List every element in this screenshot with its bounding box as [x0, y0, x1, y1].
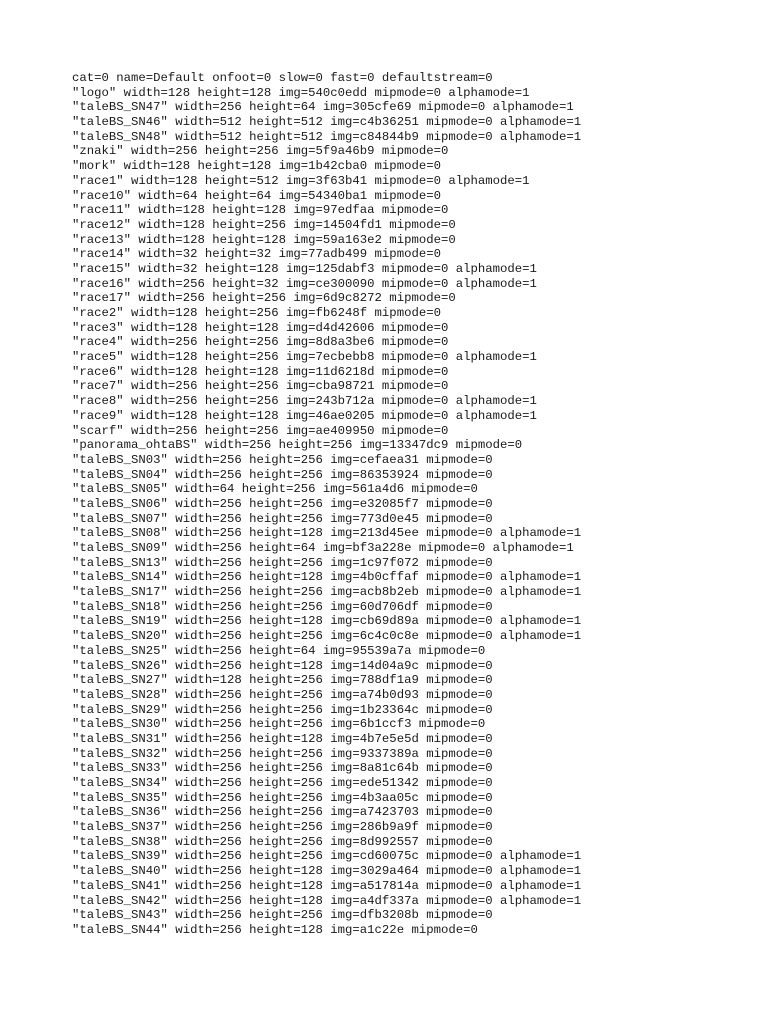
- entry-line: "taleBS_SN31" width=256 height=128 img=4b7e5e5d mipmode=0: [72, 731, 493, 746]
- entry-line: "taleBS_SN26" width=256 height=128 img=14d04a9c mipmode=0: [72, 658, 493, 673]
- entry-line: "race15" width=32 height=128 img=125dabf3 mipmode=0 alphamode=1: [72, 261, 537, 276]
- entry-line: "znaki" width=256 height=256 img=5f9a46b9 mipmode=0: [72, 144, 449, 159]
- entry-line: "race9" width=128 height=128 img=46ae0205 mipmode=0 alphamode=1: [72, 408, 537, 423]
- entry-line: "taleBS_SN34" width=256 height=256 img=ede51342 mipmode=0: [72, 776, 493, 790]
- entry-line: "taleBS_SN35" width=256 height=256 img=4b3aa05c mipmode=0: [72, 790, 493, 805]
- entry-line: "race3" width=128 height=128 img=d4d42606 mipmode=0: [72, 320, 449, 335]
- entry-line: "race16" width=256 height=32 img=ce300090 mipmode=0 alphamode=1: [72, 276, 537, 291]
- entry-line: "taleBS_SN05" width=64 height=256 img=561a4d6 mipmode=0: [72, 482, 478, 497]
- entry-line: "taleBS_SN27" width=128 height=256 img=788df1a9 mipmode=0: [72, 673, 493, 688]
- entry-line: "taleBS_SN17" width=256 height=256 img=acb8b2eb mipmode=0 alphamode=1: [72, 585, 582, 600]
- entry-line: "taleBS_SN19" width=256 height=128 img=cb69d89a mipmode=0 alphamode=1: [72, 614, 582, 629]
- entry-line: "taleBS_SN20" width=256 height=256 img=6c4c0c8e mipmode=0 alphamode=1: [72, 629, 582, 644]
- entry-line: "taleBS_SN28" width=256 height=256 img=a74b0d93 mipmode=0: [72, 687, 493, 702]
- entry-line: "taleBS_SN41" width=256 height=128 img=a517814a mipmode=0 alphamode=1: [72, 878, 582, 893]
- entry-line: "taleBS_SN18" width=256 height=256 img=60d706df mipmode=0: [72, 599, 493, 614]
- entry-line: "taleBS_SN36" width=256 height=256 img=a7423703 mipmode=0: [72, 805, 493, 820]
- entry-line: "taleBS_SN04" width=256 height=256 img=86353924 mipmode=0: [72, 467, 493, 482]
- entry-line: "taleBS_SN32" width=256 height=256 img=9337389a mipmode=0: [72, 746, 493, 761]
- entry-line: "taleBS_SN09" width=256 height=64 img=bf3a228e mipmode=0 alphamode=1: [72, 541, 574, 555]
- entry-line: "logo" width=128 height=128 img=540c0edd mipmode=0 alphamode=1: [72, 85, 530, 100]
- entry-line: "race7" width=256 height=256 img=cba98721 mipmode=0: [72, 379, 449, 394]
- entry-line: "race4" width=256 height=256 img=8d8a3be6 mipmode=0: [72, 335, 449, 350]
- entry-line: "race1" width=128 height=512 img=3f63b41 mipmode=0 alphamode=1: [72, 173, 530, 188]
- entry-line: "taleBS_SN46" width=512 height=512 img=c4b36251 mipmode=0 alphamode=1: [72, 115, 582, 130]
- entry-line: "taleBS_SN30" width=256 height=256 img=6b1ccf3 mipmode=0: [72, 717, 486, 732]
- entry-line: "race5" width=128 height=256 img=7ecbebb8 mipmode=0 alphamode=1: [72, 350, 537, 365]
- entry-line: "race6" width=128 height=128 img=11d6218d mipmode=0: [72, 364, 449, 379]
- entry-line: "mork" width=128 height=128 img=1b42cba0 mipmode=0: [72, 159, 441, 174]
- entry-line: "race2" width=128 height=256 img=fb6248f mipmode=0: [72, 306, 441, 320]
- entry-line: "race12" width=128 height=256 img=14504fd1 mipmode=0: [72, 217, 456, 232]
- entry-line: "taleBS_SN43" width=256 height=256 img=dfb3208b mipmode=0: [72, 908, 493, 923]
- entry-line: "taleBS_SN07" width=256 height=256 img=773d0e45 mipmode=0: [72, 511, 493, 526]
- entry-line: "scarf" width=256 height=256 img=ae409950 mipmode=0: [72, 423, 449, 438]
- entry-line: "taleBS_SN37" width=256 height=256 img=286b9a9f mipmode=0: [72, 820, 493, 835]
- entry-line: "taleBS_SN42" width=256 height=128 img=a4df337a mipmode=0 alphamode=1: [72, 893, 582, 908]
- entry-line: "race17" width=256 height=256 img=6d9c8272 mipmode=0: [72, 291, 456, 306]
- entry-line: "taleBS_SN39" width=256 height=256 img=cd60075c mipmode=0 alphamode=1: [72, 849, 582, 864]
- entry-line: "taleBS_SN38" width=256 height=256 img=8d992557 mipmode=0: [72, 834, 493, 849]
- entry-line: "taleBS_SN47" width=256 height=64 img=305cfe69 mipmode=0 alphamode=1: [72, 100, 574, 115]
- header-line: cat=0 name=Default onfoot=0 slow=0 fast=0 defaultstream=0: [72, 71, 493, 85]
- entry-line: "taleBS_SN33" width=256 height=256 img=8a81c64b mipmode=0: [72, 761, 493, 776]
- entry-line: "taleBS_SN08" width=256 height=128 img=213d45ee mipmode=0 alphamode=1: [72, 526, 582, 541]
- entry-line: "taleBS_SN13" width=256 height=256 img=1c97f072 mipmode=0: [72, 555, 493, 570]
- document-text: [72, 71, 581, 938]
- entry-line: "race13" width=128 height=128 img=59a163e2 mipmode=0: [72, 232, 456, 247]
- entry-line: "taleBS_SN40" width=256 height=128 img=3029a464 mipmode=0 alphamode=1: [72, 864, 582, 879]
- entry-line: "taleBS_SN06" width=256 height=256 img=e32085f7 mipmode=0: [72, 496, 493, 511]
- entry-line: "race14" width=32 height=32 img=77adb499 mipmode=0: [72, 247, 441, 262]
- entry-line: "race10" width=64 height=64 img=54340ba1 mipmode=0: [72, 188, 441, 203]
- entry-line: "taleBS_SN14" width=256 height=128 img=4b0cffaf mipmode=0 alphamode=1: [72, 570, 582, 585]
- entry-line: "taleBS_SN29" width=256 height=256 img=1b23364c mipmode=0: [72, 702, 493, 717]
- entry-line: "race11" width=128 height=128 img=97edfaa mipmode=0: [72, 203, 449, 218]
- entry-line: "taleBS_SN25" width=256 height=64 img=95539a7a mipmode=0: [72, 643, 486, 658]
- entry-line: "race8" width=256 height=256 img=243b712a mipmode=0 alphamode=1: [72, 394, 537, 409]
- entry-line: "taleBS_SN48" width=512 height=512 img=c84844b9 mipmode=0 alphamode=1: [72, 129, 582, 144]
- entry-line: "taleBS_SN44" width=256 height=128 img=a1c22e mipmode=0: [72, 922, 478, 937]
- entry-line: "panorama_ohtaBS" width=256 height=256 img=13347dc9 mipmode=0: [72, 438, 523, 453]
- entry-line: "taleBS_SN03" width=256 height=256 img=cefaea31 mipmode=0: [72, 452, 493, 467]
